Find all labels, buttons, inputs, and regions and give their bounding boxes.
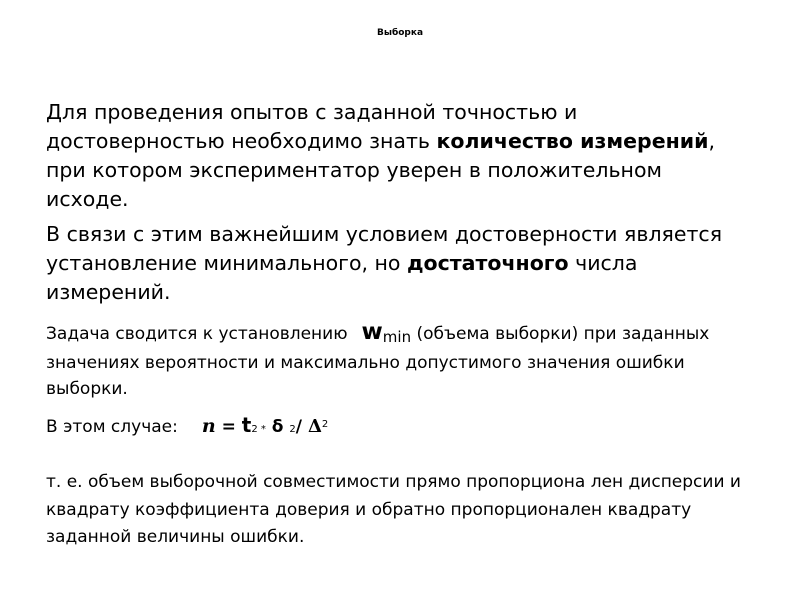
slide-title: Выборка: [376, 28, 424, 38]
paragraph-3: [46, 319, 746, 402]
paragraph-2: [46, 220, 746, 307]
paragraph-5: т. е. объем выборочной совместимости прямо пропорциона лен дисперсии и квадрату коэффициента доверия и обратно пропорционален квадрату заданной величины ошибки.: [46, 472, 741, 547]
paragraph-1: [46, 98, 746, 214]
w-subscript: min: [382, 328, 412, 346]
formula-capital-delta-exponent: 2: [321, 419, 329, 430]
formula-t: t: [241, 413, 252, 437]
p3-text-1: Задача сводится к установлению: [46, 324, 348, 344]
formula-equals: =: [215, 417, 242, 437]
slide-body: [46, 98, 746, 552]
p1-text-1: Для проведения опытов с заданной точностью и достоверностью необходимо знать: [46, 100, 578, 153]
formula-slash: /: [295, 417, 308, 437]
p2-bold: достаточного: [406, 251, 569, 275]
formula-delta: δ: [265, 417, 290, 437]
formula-lead: В этом случае:: [46, 417, 178, 437]
w-symbol: w: [361, 319, 383, 345]
p3-text-2: (объема выборки) при заданных значениях вероятности и максимально допустимого значения ошибки выборки.: [46, 324, 710, 399]
formula-delta-exponent: 2: [289, 424, 296, 435]
p1-text-2: , при котором экспериментатор уверен в положительном исходе.: [46, 129, 716, 211]
formula-line: [46, 412, 746, 443]
p2-text-2: числа измерений.: [46, 251, 638, 304]
formula-capital-delta: Δ: [307, 416, 322, 437]
p2-text-1: В связи с этим важнейшим условием достоверности является установление минимального, но: [46, 222, 723, 275]
p1-bold: количество измерений: [436, 129, 709, 153]
formula-n: n: [201, 415, 216, 437]
formula-t-exponent: 2 *: [251, 424, 266, 435]
